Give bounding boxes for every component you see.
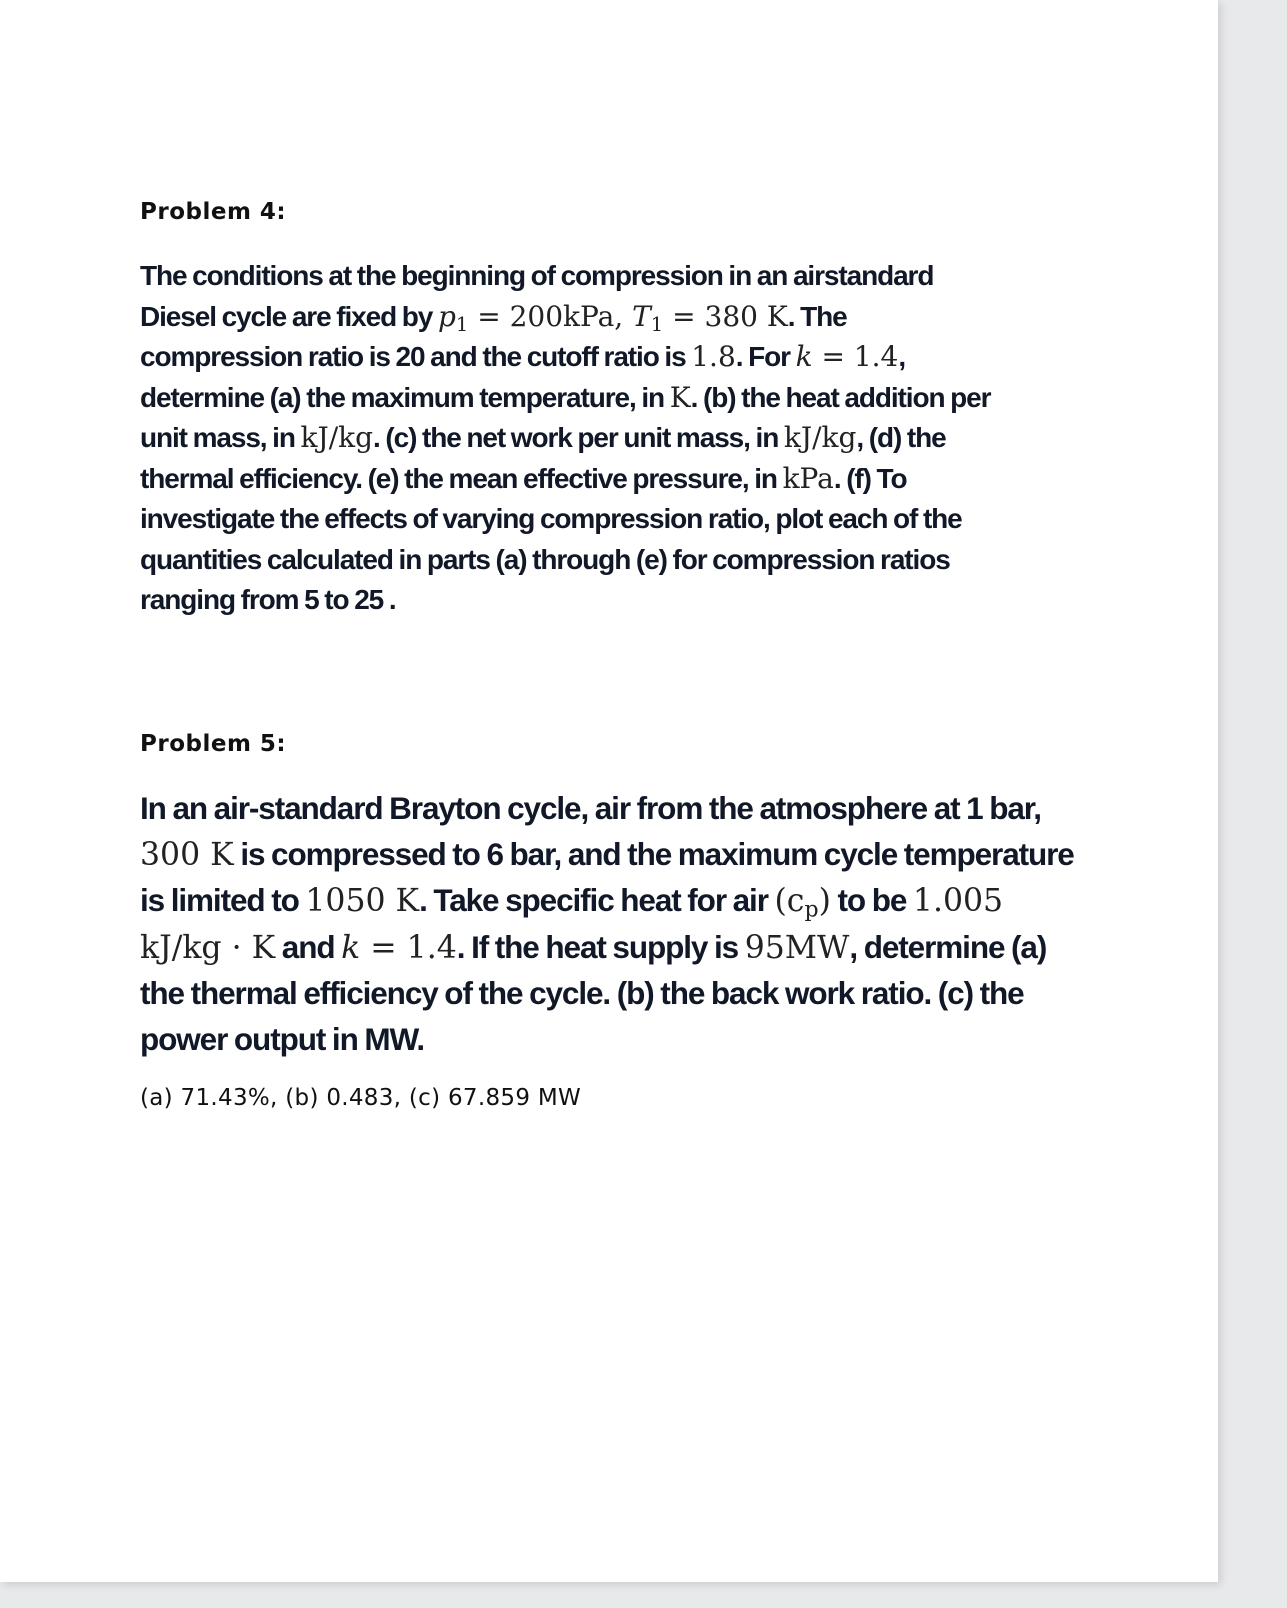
p5-text-7: , determine (a) the thermal efficiency of the cycle. (b) the back work ratio. (c) the power output in MW. xyxy=(140,928,1047,1057)
p4-text-4: , determine (a) the maximum temperature, in xyxy=(140,341,906,413)
p4-math-k: k = 1.4 xyxy=(795,340,899,373)
p5-text-3: . Take specific heat for air xyxy=(419,882,775,918)
p4-text-1: The conditions at the beginning of compression in an airstandard Diesel cycle are fixed by xyxy=(140,260,934,332)
problem-4-heading: Problem 4: xyxy=(140,199,287,225)
p4-math-p1: $p_1 = 200kPa$, $T_1 = 380$ K xyxy=(437,299,788,336)
p4-text-6: . (c) the net work per unit mass, in xyxy=(373,422,784,453)
p4-math-unit-k: K xyxy=(669,380,691,414)
p4-text-7: , (d) the thermal efficiency. (e) the mean effective pressure, in xyxy=(140,422,946,494)
problem-5-heading: Problem 5: xyxy=(140,731,287,757)
p5-math-95mw: 95MW xyxy=(744,929,850,966)
p5-math-cp: $(c_p)$ xyxy=(774,883,831,923)
p5-math-k: k = 1.4 xyxy=(341,929,457,966)
p5-math-1050k: 1050 K xyxy=(305,883,420,919)
p5-text-2: is compressed to 6 bar, and the maximum cycle temperature is limited to xyxy=(140,835,1074,918)
p5-math-cp-value: 1.005 kJ/kg · K xyxy=(140,883,1004,966)
p4-math-unit-kjkg-2: kJ/kg xyxy=(783,421,857,454)
p5-text-6: . If the heat supply is xyxy=(456,928,745,965)
problem-5-answer: (a) 71.43%, (b) 0.483, (c) 67.859 MW xyxy=(140,1085,582,1111)
p4-math-unit-kjkg: kJ/kg xyxy=(300,421,374,454)
problem-4-statement xyxy=(140,256,1000,621)
p5-text-1: In an air-standard Brayton cycle, air from the atmosphere at 1 bar, xyxy=(140,790,1041,826)
p5-text-4: to be xyxy=(830,882,913,918)
p4-text-3: . For xyxy=(735,341,796,372)
p5-text-5: and xyxy=(275,928,342,965)
p4-math-unit-kpa: kPa xyxy=(782,461,834,495)
p4-text-5: . (b) the heat addition per unit mass, in xyxy=(140,381,991,453)
p5-math-300k: 300 K xyxy=(140,836,234,873)
p4-text-8: . (f) To investigate the effects of varying compression ratio, plot each of the quantities calculated in parts (a) through (e) for compression ratios ranging from 5 to 25 . xyxy=(140,462,962,615)
p4-text-2: . The compression ratio is 20 and the cutoff ratio is xyxy=(140,300,847,372)
problem-5-statement xyxy=(140,786,1080,1062)
p4-math-cutoff: 1.8 xyxy=(691,340,736,373)
